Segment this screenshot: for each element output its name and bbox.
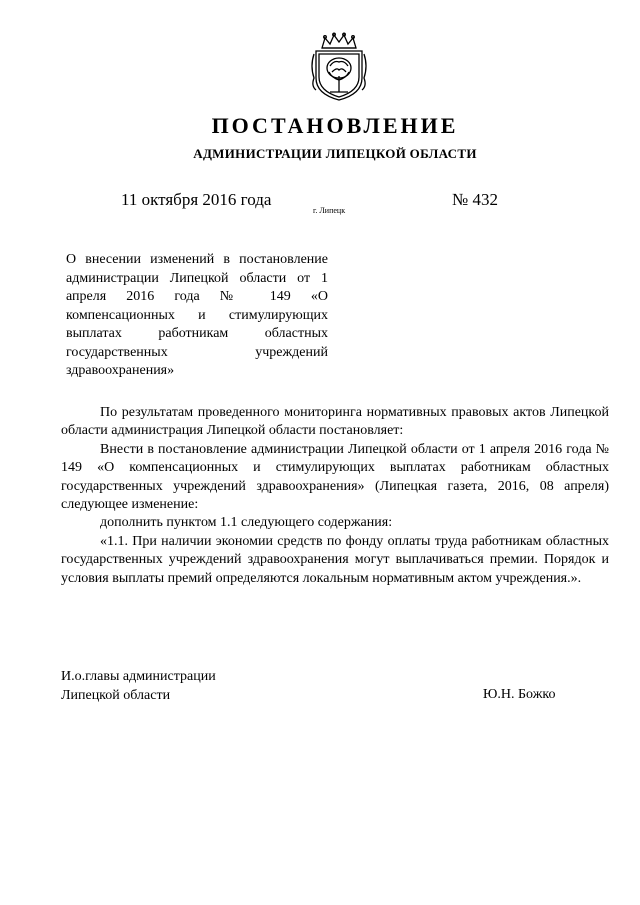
body-paragraph: дополнить пунктом 1.1 следующего содержания: (100, 515, 393, 531)
document-subtitle: АДМИНИСТРАЦИИ ЛИПЕЦКОЙ ОБЛАСТИ (193, 146, 477, 161)
signatory-position-line: Липецкой области (61, 687, 171, 703)
signatory-position (61, 668, 216, 705)
body-paragraph: Внести в постановление администрации Липецкой области от 1 апреля 2016 года № 149 «О компенсационных и стимулирующих выплатах работникам областных государственных учреждений здравоохранения» (Липецкая газета, 2016, 08 апреля) следующее изменение: (61, 441, 609, 513)
signatory-name: Ю.Н. Божко (483, 687, 556, 702)
document-number: № 432 (452, 190, 498, 209)
body-paragraph: «1.1. При наличии экономии средств по фонду оплаты труда работникам областных государственных учреждений здравоохранения могут выплачиваться премии. Порядок и условия выплаты премий определяются локальным нормативным актом учреждения.». (61, 533, 609, 586)
signatory-position-line: И.о.главы администрации (61, 669, 216, 684)
document-title: ПОСТАНОВЛЕНИЕ (211, 113, 459, 138)
document-date: 11 октября 2016 года (121, 190, 272, 209)
document-city: г. Липецк (313, 206, 346, 215)
document-body (61, 404, 609, 588)
lipetsk-oblast-coat-of-arms-icon (308, 32, 370, 102)
body-paragraph: По результатам проведенного мониторинга нормативных правовых актов Липецкой области администрация Липецкой области постановляет: (61, 405, 609, 439)
document-subject: О внесении изменений в постановление администрации Липецкой области от 1 апреля 2016 года № 149 «О компенсационных и стимулирующих выплатах работникам областных государственных учреждений здравоохранения» (66, 252, 328, 378)
